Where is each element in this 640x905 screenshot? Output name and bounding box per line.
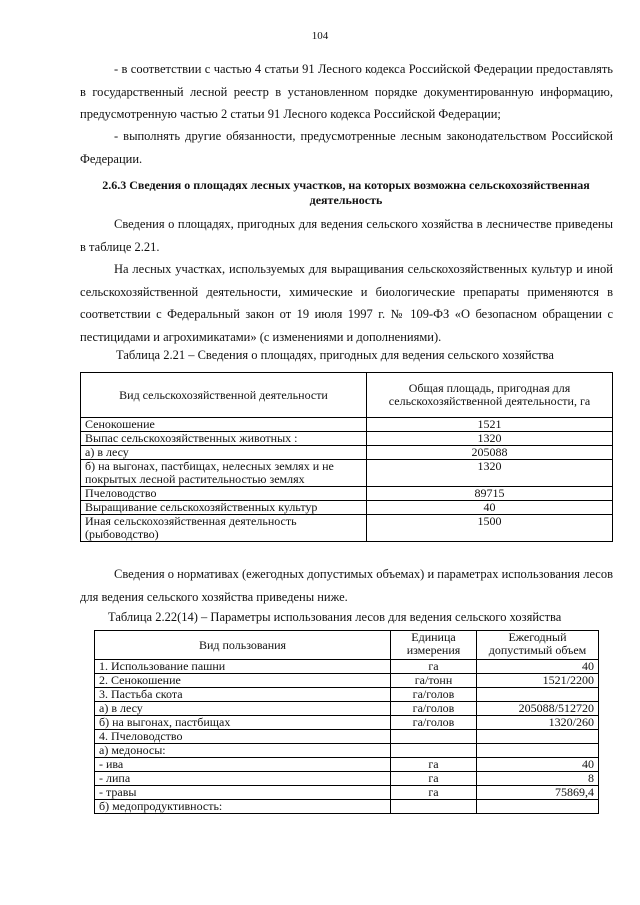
section-paragraph-1: Сведения о площадях, пригодных для ведения сельского хозяйства в лесничестве приведены в таблице 2.21. xyxy=(80,217,613,254)
table-cell: - ива xyxy=(95,758,391,772)
table-cell: Выращивание сельскохозяйственных культур xyxy=(81,501,367,515)
table-21 xyxy=(80,372,613,542)
table-row xyxy=(95,786,599,800)
table-row xyxy=(81,418,613,432)
table-cell: га/голов xyxy=(391,716,477,730)
table-cell: 1320 xyxy=(367,432,613,446)
table-cell: га xyxy=(391,786,477,800)
table-cell: 205088/512720 xyxy=(477,702,599,716)
table-22-header-cell: Вид пользования xyxy=(95,631,391,660)
table-21-caption: Таблица 2.21 – Сведения о площадях, пригодных для ведения сельского хозяйства xyxy=(116,348,554,362)
table-cell: б) медопродуктивность: xyxy=(95,800,391,814)
intro-paragraph-2: - выполнять другие обязанности, предусмотренные лесным законодательством Российской Федерации. xyxy=(80,129,613,166)
table-cell: Иная сельскохозяйственная деятельность (рыбоводство) xyxy=(81,515,367,542)
table-row xyxy=(95,744,599,758)
table-cell xyxy=(477,730,599,744)
table-cell: 89715 xyxy=(367,487,613,501)
table-row xyxy=(81,460,613,487)
table-cell: 40 xyxy=(477,660,599,674)
table-22-header-cell: Единица измерения xyxy=(391,631,477,660)
table-cell xyxy=(391,730,477,744)
table-cell: 2. Сенокошение xyxy=(95,674,391,688)
table-row xyxy=(81,432,613,446)
table-cell: га/тонн xyxy=(391,674,477,688)
table-row xyxy=(95,758,599,772)
table-cell: 8 xyxy=(477,772,599,786)
table-row xyxy=(95,716,599,730)
table-cell xyxy=(477,744,599,758)
table-cell: - липа xyxy=(95,772,391,786)
table-cell: а) медоносы: xyxy=(95,744,391,758)
table-22-caption: Таблица 2.22(14) – Параметры использования лесов для ведения сельского хозяйства xyxy=(108,610,562,624)
page-number: 104 xyxy=(311,30,329,42)
table-22 xyxy=(94,630,599,814)
table-21-header-cell: Вид сельскохозяйственной деятельности xyxy=(81,373,367,418)
intro-paragraph-1: - в соответствии с частью 4 статьи 91 Лесного кодекса Российской Федерации предоставлять в государственный лесной реестр в установленном порядке документированную информацию, предусмотренную частью 2 статьи 91 Лесного кодекса Российской Федерации; xyxy=(80,62,613,121)
table-row xyxy=(95,688,599,702)
table-cell: 4. Пчеловодство xyxy=(95,730,391,744)
table-row xyxy=(95,730,599,744)
table-cell: 75869,4 xyxy=(477,786,599,800)
table-row xyxy=(95,674,599,688)
table-cell: 1320/260 xyxy=(477,716,599,730)
section-paragraph-3: Сведения о нормативах (ежегодных допустимых объемах) и параметрах использования лесов для ведения сельского хозяйства приведены ниже. xyxy=(80,567,613,604)
table-cell: га xyxy=(391,772,477,786)
table-21-header-cell: Общая площадь, пригодная для сельскохозяйственной деятельности, га xyxy=(367,373,613,418)
section-paragraph-2: На лесных участках, используемых для выращивания сельскохозяйственных культур и иной сельскохозяйственной деятельности, химические и биологические препараты применяются в соответствии с Федеральный закон от 19 июля 1997 г. № 109-ФЗ «О безопасном обращении с пестицидами и агрохимикатами» (с изменениями и дополнениями). xyxy=(80,262,613,344)
table-row xyxy=(81,515,613,542)
table-cell: б) на выгонах, пастбищах xyxy=(95,716,391,730)
table-cell: 1320 xyxy=(367,460,613,487)
table-row xyxy=(95,772,599,786)
section-heading: 2.6.3 Сведения о площадях лесных участков, на которых возможна сельскохозяйственная деятельность xyxy=(102,178,590,207)
table-cell xyxy=(477,800,599,814)
table-22-header-cell: Ежегодный допустимый объем xyxy=(477,631,599,660)
table-cell: 205088 xyxy=(367,446,613,460)
table-cell: - травы xyxy=(95,786,391,800)
table-cell: 40 xyxy=(477,758,599,772)
table-cell: а) в лесу xyxy=(81,446,367,460)
table-cell xyxy=(391,744,477,758)
table-cell: 1. Использование пашни xyxy=(95,660,391,674)
table-cell: 1500 xyxy=(367,515,613,542)
table-cell: Пчеловодство xyxy=(81,487,367,501)
table-21-header-row xyxy=(81,373,613,418)
table-cell: 1521/2200 xyxy=(477,674,599,688)
table-cell: Сенокошение xyxy=(81,418,367,432)
table-row xyxy=(81,446,613,460)
table-row xyxy=(81,487,613,501)
table-cell: га/голов xyxy=(391,688,477,702)
table-cell: 3. Пастьба скота xyxy=(95,688,391,702)
table-cell: 40 xyxy=(367,501,613,515)
table-row xyxy=(81,501,613,515)
table-cell: а) в лесу xyxy=(95,702,391,716)
table-cell xyxy=(477,688,599,702)
table-cell: га xyxy=(391,660,477,674)
table-row xyxy=(95,702,599,716)
table-22-header-row xyxy=(95,631,599,660)
table-cell: б) на выгонах, пастбищах, нелесных землях и не покрытых лесной растительностью землях xyxy=(81,460,367,487)
table-cell: 1521 xyxy=(367,418,613,432)
table-row xyxy=(95,660,599,674)
table-cell: га/голов xyxy=(391,702,477,716)
table-row xyxy=(95,800,599,814)
table-cell xyxy=(391,800,477,814)
table-cell: га xyxy=(391,758,477,772)
table-cell: Выпас сельскохозяйственных животных : xyxy=(81,432,367,446)
